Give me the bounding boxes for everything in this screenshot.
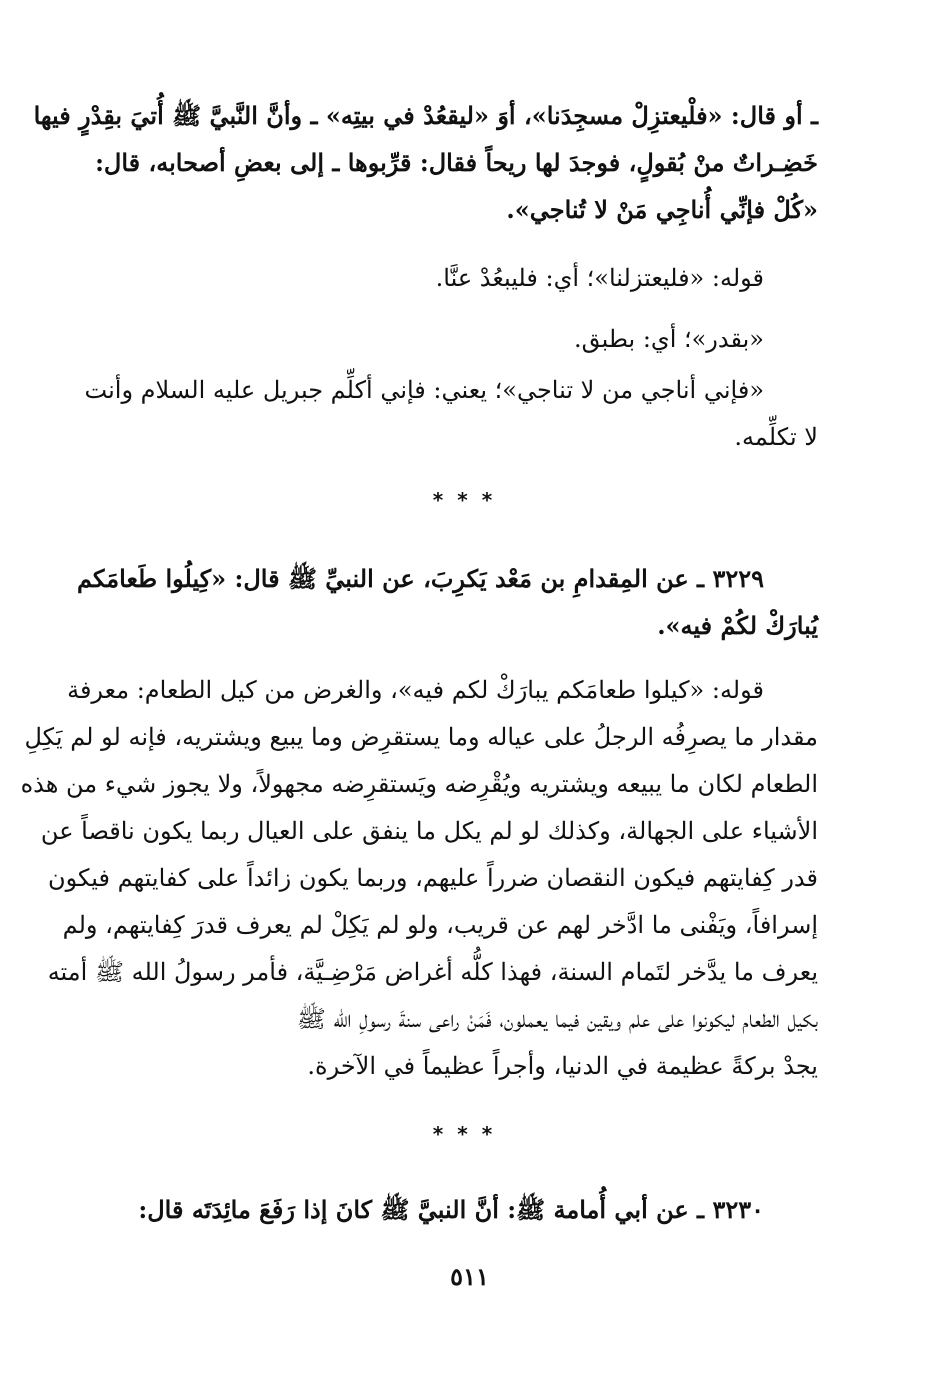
text-line: يجدْ بركةً عظيمة في الدنيا، وأجراً عظيماً في الآخرة. (307, 1052, 818, 1080)
text-line: قوله: «فليعتزلنا»؛ أي: فليبعُدْ عنَّا. (435, 264, 764, 292)
text-line: «فإني أناجي من لا تناجي»؛ يعني: فإني أكلِّم جبريل عليه السلام وأنت (84, 376, 764, 404)
hadith-3230 (118, 1186, 818, 1233)
section-separator: *** (432, 1122, 507, 1146)
commentary-3229 (20, 667, 818, 1090)
text-line: إسرافاً، ويَفْنى ما ادَّخر لهم عن قريب، ولو لم يَكِلْ لم يعرف قدرَ كِفايتهم، ولم (62, 911, 818, 939)
note-unaji (84, 367, 818, 461)
text-line: ٣٢٣٠ ـ عن أبي أُمامة ﷺ: أنَّ النبيَّ ﷺ كانَ إذا رَفَعَ مائِدَتَه قال: (138, 1195, 764, 1224)
text-line: الطعام لكان ما يبيعه ويشتريه ويُقْرِضه ويَستقرِضه مجهولاً، ولا يجوز شيء من هذه (20, 770, 818, 798)
text-line: «بقدر»؛ أي: بطبق. (573, 325, 764, 353)
text-line: يعرف ما يدَّخر لتَمام السنة، فهذا كلُّه أغراض مَرْضِـيَّة، فأمر رسولُ الله ﷺ أمته (47, 958, 818, 986)
page-number: ٥١١ (450, 1262, 489, 1291)
hadith-continuation (33, 92, 818, 233)
note-biqidr (118, 316, 818, 363)
text-line: ـ أو قال: «فلْيعتزِلْ مسجِدَنا»، أوَ «ليقعُدْ في بيتِه» ـ وأنَّ النَّبيَّ ﷺ أُتيَ بقِدْرٍ فيها (33, 101, 818, 130)
hadith-3229 (77, 555, 818, 649)
text-line: الأشياء على الجهالة، وكذلك لو لم يكل ما ينفق على العيال ربما يكون ناقصاً عن (40, 817, 818, 845)
section-separator: *** (432, 488, 507, 512)
note-fal-yatazilna (118, 255, 818, 302)
text-line: يُبارَكْ لكُمْ فيه». (657, 611, 818, 640)
text-line: لا تكلِّمه. (734, 423, 818, 451)
text-line: مقدار ما يصرِفُه الرجلُ على عياله وما يستقرِض وما يبيع ويشتريه، فإنه لو لم يَكِلِ (24, 723, 818, 751)
text-line: «كُلْ فإنِّي أُناجِي مَنْ لا تُناجي». (506, 195, 818, 224)
text-line: ٣٢٢٩ ـ عن المِقدامِ بن مَعْد يَكرِبَ، عن النبيِّ ﷺ قال: «كِيلُوا طَعامَكم (77, 564, 764, 593)
text-line: خَضِـراتٌ منْ بُقولٍ، فوجدَ لها ريحاً فقال: قرِّبوها ـ إلى بعضِ أصحابه، قال: (95, 148, 818, 177)
text-line: بكيل الطعام ليكونوا على علم ويقين فيما يعملون، فَمَنْ راعى سنةَ رسولِ الله ﷺ (296, 1005, 818, 1033)
text-line: قوله: «كيلوا طعامَكم يبارَكْ لكم فيه»، والغرض من كيل الطعام: معرفة (67, 676, 764, 704)
text-line: قدر كِفايتهم فيكون النقصان ضرراً عليهم، وربما يكون زائداً على كفايتهم فيكون (48, 864, 818, 892)
